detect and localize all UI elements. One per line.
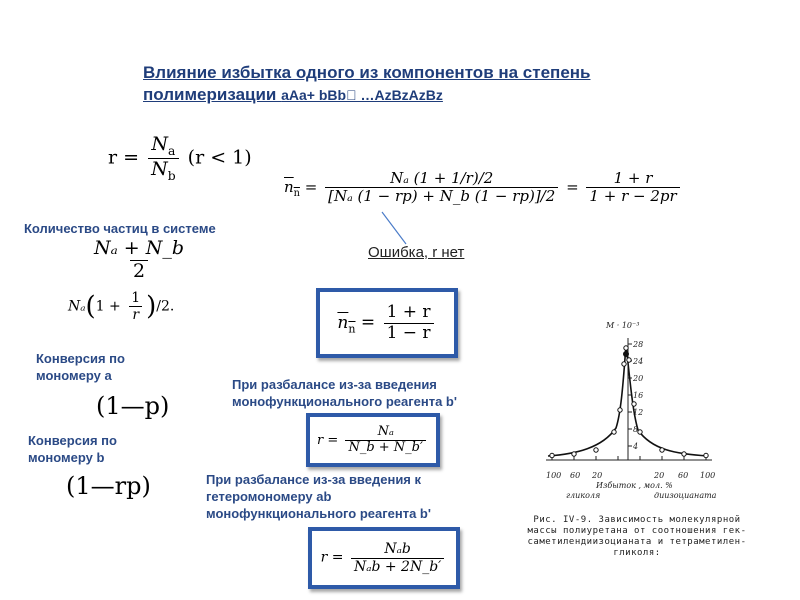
formula-box-2 [306,413,440,467]
box2-formula [317,425,429,456]
particles-suffix: /2. [156,298,175,315]
label-imbalance-mono: При разбалансе из-за введения монофункционального реагента b' [232,377,457,409]
fig-x-left-label: гликоля [566,491,601,500]
formula-particles-expanded [68,290,174,323]
r-def-fraction [148,134,179,183]
label-particles: Количество частиц в системе [24,221,216,236]
formula-conversion-a: (1—p) [96,392,170,420]
paren-open: ( [85,291,96,322]
degree-den-2: 1 + r − 2pr [586,187,679,205]
degree-lhs-sub: n [293,187,300,199]
formula-conversion-b: (1—rp) [66,472,151,500]
fig-x-tick-right-0: 20 [654,471,665,480]
formula-degree-main [284,170,683,206]
particles-inner-den: r [129,306,142,323]
particles-den: 2 [130,260,148,283]
slide-title [143,62,703,106]
title-line-2-text: полимеризации [143,85,282,104]
r-def-num-sub: a [167,143,176,158]
error-pointer-line [380,210,410,246]
fig-points [550,346,708,458]
box1-num: 1 + r [386,301,431,322]
degree-eq-2: = [566,177,579,196]
caption-line-3: саметилендиизоцианата и тетраметилен- [527,537,747,547]
fig-y-tick-5: 8 [633,425,639,434]
fig-y-tick-4: 12 [633,408,644,417]
fig-y-tick-3: 16 [633,391,644,400]
degree-lhs [284,177,300,199]
degree-lhs-var: n [284,177,294,196]
degree-eq-1: = [304,177,318,196]
box1-lhs [337,313,355,333]
fig-x-tick-left-0: 100 [546,471,562,480]
r-def-den: N [151,157,168,180]
fig-x-axis-label: Избыток , мол. % [596,481,673,490]
fig-x-tick-left-2: 20 [592,471,603,480]
title-line-1: Влияние избытка одного из компонентов на степень [143,63,591,82]
label-imbalance-hetero: При разбалансе из-за введения к гетеромономеру ab монофункционального реагента b' [206,472,431,521]
label-conversion-b: Конверсия по мономеру b [28,433,117,465]
box3-fraction [351,541,444,574]
caption-line-1: Рис. IV-9. Зависимость молекулярной [533,515,741,525]
box1-lhs-var: n [337,312,349,333]
title-scheme: aAa+ bBb  …AzBzAzBz [281,87,443,103]
particles-mid: 1 + [95,298,121,315]
box2-fraction [345,425,426,456]
title-line-2 [143,84,703,106]
molecular-mass-figure [536,318,736,508]
r-def-condition: (r < 1) [187,146,252,169]
box3-formula [321,541,448,574]
fig-peak-marker [623,351,629,357]
particles-fraction [91,238,187,283]
error-note: Ошибка, r нет [368,244,465,261]
box3-den: Nₐb + 2N_b′ [351,558,444,575]
box2-num: Nₐ [377,423,394,439]
box3-num: Nₐb [384,541,411,558]
formula-box-3 [308,527,460,589]
fig-y-tick-1: 24 [633,357,644,366]
degree-fraction-2 [586,170,679,206]
caption-line-4: гликоля: [613,548,661,558]
fig-x-tick-right-2: 100 [700,471,716,480]
fig-y-tick-0: 28 [633,340,644,349]
paren-close: ) [146,291,157,322]
fig-y-label: M · 10⁻³ [606,321,640,330]
box1-den: 1 − r [384,323,434,344]
figure-caption [524,515,750,559]
particles-inner-num: 1 [131,290,141,306]
degree-fraction-1 [325,170,558,206]
fig-x-right-label: диизоцианата [654,491,717,500]
formula-particles-fraction [88,238,190,283]
r-def-lhs: r = [108,146,140,169]
degree-den-1: [Nₐ (1 − rp) + N_b (1 − rp)]/2 [325,187,558,205]
fig-x-tick-left-1: 60 [570,471,581,480]
box1-eq: = [355,312,381,333]
particles-inner-fraction [128,290,143,323]
particles-prefix: Nₐ [68,298,86,315]
fig-y-tick-6: 4 [633,442,639,451]
particles-num: Nₐ + N_b [94,237,185,259]
degree-num-2: 1 + r [613,169,653,187]
fig-y-tick-2: 20 [633,374,644,383]
box1-fraction [384,303,434,343]
caption-line-2: массы полиуретана от соотношения гек- [527,526,747,536]
box2-lhs: r = [317,432,339,448]
box1-formula [337,303,436,343]
box2-den: N_b + N_b′ [345,440,426,456]
label-conversion-a: Конверсия по мономеру а [36,351,125,383]
formula-box-1 [316,288,458,358]
formula-r-definition [108,134,252,183]
r-def-den-sub: b [167,168,176,183]
fig-x-tick-right-1: 60 [678,471,689,480]
box1-lhs-sub: n [348,321,356,335]
box3-lhs: r = [320,550,344,566]
degree-num-1: Nₐ (1 + 1/r)/2 [390,169,494,187]
r-def-num: N [151,133,168,155]
